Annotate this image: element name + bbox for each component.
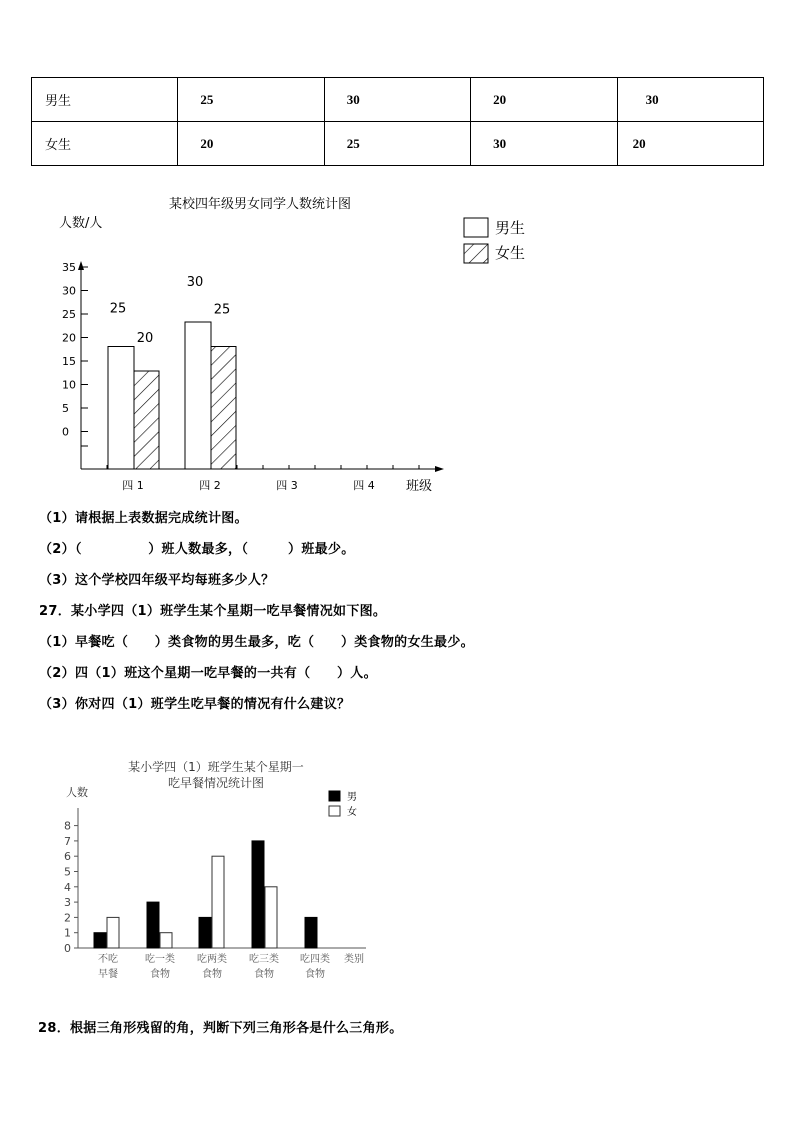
x-category-label: 四 2 [199, 479, 221, 492]
x-category-label: 四 3 [276, 479, 298, 492]
y-axis-arrow [78, 261, 84, 270]
bar-female [160, 933, 172, 948]
breakfast-bar-chart [0, 750, 400, 990]
table-cell: 30 [617, 78, 763, 122]
y-tick-label: 1 [64, 926, 71, 940]
question-2: （2）（ ）班人数最多，（ ）班最少。 [39, 542, 355, 557]
problem-27-part-3: （3）你对四（1）班学生吃早餐的情况有什么建议？ [39, 697, 351, 712]
bar-female [265, 887, 277, 948]
bar-boys [108, 347, 134, 470]
bar-male [305, 917, 317, 948]
y-tick-label: 4 [64, 880, 71, 894]
class-gender-bar-chart [0, 180, 526, 510]
table-row [32, 122, 764, 166]
y-tick-label: 6 [64, 850, 71, 864]
legend-swatch-girls [464, 244, 488, 263]
y-tick-label: 5 [62, 402, 69, 415]
problem-27-part-1: （1）早餐吃（ ）类食物的男生最多，吃（ ）类食物的女生最少。 [39, 635, 474, 650]
table-cell: 25 [324, 122, 470, 166]
table-cell: 20 [178, 122, 324, 166]
y-tick-label: 20 [62, 331, 76, 345]
legend-swatch-boys [464, 218, 488, 237]
bar-male [147, 902, 159, 948]
table-cell: 25 [178, 78, 324, 122]
chart2-title-line1: 某小学四（1）班学生某个星期一 [128, 760, 304, 774]
bar-female [107, 917, 119, 948]
y-tick-label: 7 [64, 834, 71, 848]
table-cell: 30 [324, 78, 470, 122]
y-tick-label: 2 [64, 911, 71, 925]
bar-value-label: 25 [213, 302, 231, 318]
x-category-label: 食物 [305, 969, 325, 980]
table-cell: 20 [617, 122, 763, 166]
chart1-ylabel: 人数/人 [59, 216, 103, 231]
legend-label-boys: 男生 [495, 219, 526, 237]
chart2-title-line2: 吃早餐情况统计图 [167, 776, 265, 790]
problem-28: 28．根据三角形残留的角，判断下列三角形各是什么三角形。 [38, 1021, 403, 1036]
chart2-xlabel: 类别 [344, 954, 364, 965]
legend-label-girls: 女生 [495, 244, 526, 262]
x-category-label: 吃一类 [145, 954, 175, 965]
chart1-title: 某校四年级男女同学人数统计图 [168, 197, 352, 212]
y-tick-label: 30 [62, 284, 76, 298]
x-category-label: 不吃 [98, 954, 118, 965]
chart1-xlabel: 班级 [406, 479, 433, 494]
bar-female [212, 856, 224, 948]
x-category-label: 吃两类 [197, 954, 227, 965]
row-label-boys: 男生 [32, 78, 178, 122]
y-tick-label: 25 [62, 308, 76, 321]
y-tick-label: 0 [62, 425, 69, 439]
question-1: （1）请根据上表数据完成统计图。 [39, 511, 248, 526]
row-label-girls: 女生 [32, 122, 178, 166]
x-category-label: 早餐 [98, 969, 118, 980]
x-category-label: 食物 [202, 969, 222, 980]
x-category-label: 四 1 [122, 479, 144, 492]
y-tick-label: 3 [64, 896, 71, 910]
question-3: （3）这个学校四年级平均每班多少人？ [39, 573, 275, 588]
x-category-label: 食物 [254, 969, 274, 980]
problem-27: 27．某小学四（1）班学生某个星期一吃早餐情况如下图。 [39, 604, 387, 619]
x-axis-arrow [435, 466, 444, 472]
y-tick-label: 10 [62, 378, 76, 392]
table-row [32, 78, 764, 122]
y-tick-label: 5 [64, 865, 71, 879]
bar-value-label: 20 [136, 331, 154, 346]
legend-label-male: 男 [347, 792, 357, 803]
bar-value-label: 30 [186, 275, 204, 290]
class-count-table [31, 77, 764, 166]
x-category-label: 食物 [150, 969, 170, 980]
chart2-ylabel: 人数 [66, 786, 88, 799]
bar-girls [134, 371, 159, 469]
table-cell: 30 [471, 122, 617, 166]
bar-value-label: 25 [109, 301, 127, 317]
y-tick-label: 0 [64, 942, 71, 955]
table-cell: 20 [471, 78, 617, 122]
legend-swatch-male [329, 791, 340, 801]
legend-label-female: 女 [347, 807, 357, 818]
x-category-label: 四 4 [353, 479, 375, 492]
y-tick-label: 15 [62, 355, 76, 368]
bar-male [252, 841, 264, 948]
bar-boys [185, 322, 211, 469]
y-tick-label: 8 [64, 819, 71, 833]
x-category-label: 吃三类 [249, 954, 279, 965]
bar-male [94, 933, 106, 948]
bar-male [199, 917, 211, 948]
x-category-label: 吃四类 [300, 954, 330, 965]
bar-girls [211, 347, 236, 470]
y-tick-label: 35 [62, 261, 76, 274]
problem-27-part-2: （2）四（1）班这个星期一吃早餐的一共有（ ）人。 [39, 666, 377, 681]
legend-swatch-female [329, 806, 340, 816]
